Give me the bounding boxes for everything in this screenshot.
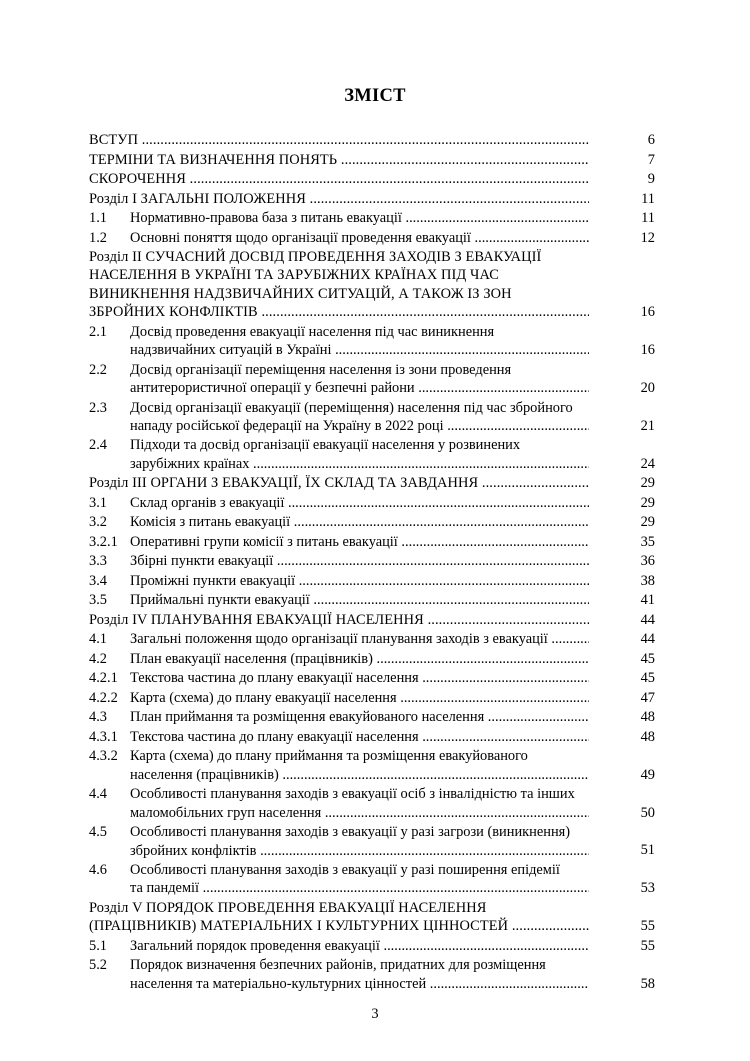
toc-entry-number: 1.2 xyxy=(89,229,107,246)
toc-entry-title-line: Нормативно-правова база з питань евакуації ..... xyxy=(130,209,589,227)
toc-entry-title-line: Збірні пункти евакуації ..... xyxy=(130,552,589,570)
toc-entry-page: 55 xyxy=(640,937,655,954)
toc-entry-title xyxy=(130,513,589,531)
toc-entry[interactable] xyxy=(89,436,655,473)
toc-entry-page: 11 xyxy=(641,190,655,207)
toc-entry-title-line: Основні поняття щодо організації проведення евакуації ..... xyxy=(130,229,589,247)
toc-entry-page: 9 xyxy=(647,171,655,187)
toc-entry[interactable] xyxy=(89,190,655,208)
toc-entry-title-line: Особливості планування заходів з евакуації осіб з інвалідністю та інших xyxy=(130,786,575,803)
toc-entry-number: 4.2.2 xyxy=(89,689,118,706)
toc-entry-page: 20 xyxy=(640,379,655,396)
toc-entry-page: 50 xyxy=(640,804,655,821)
toc-entry-title-line: Комісія з питань евакуації ..... xyxy=(130,513,589,531)
toc-entry[interactable] xyxy=(89,708,655,726)
toc-entry-number: 4.2.1 xyxy=(89,670,118,687)
toc-entry-number: 3.3 xyxy=(89,553,107,570)
toc-entry-page: 36 xyxy=(640,553,655,570)
toc-entry[interactable] xyxy=(89,572,655,590)
toc-entry-title xyxy=(130,229,589,247)
toc-entry-title-line: збройних конфліктів ..... xyxy=(130,842,589,860)
toc-entry-number: 3.1 xyxy=(89,494,107,511)
toc-entry-page: 29 xyxy=(640,494,655,511)
toc-entry-number: 4.6 xyxy=(89,862,107,878)
toc-entry-title-line: Склад органів з евакуації ..... xyxy=(130,494,589,512)
toc-entry-number: 3.5 xyxy=(89,592,107,609)
toc-entry-title-line: ТЕРМІНИ ТА ВИЗНАЧЕННЯ ПОНЯТЬ ..... xyxy=(89,151,589,169)
toc-entry[interactable] xyxy=(89,650,655,668)
toc-entry[interactable] xyxy=(89,785,655,822)
toc-entry[interactable] xyxy=(89,728,655,746)
toc-entry-title xyxy=(130,494,589,512)
toc-entry-title-line: ЗБРОЙНИХ КОНФЛІКТІВ ..... xyxy=(89,303,589,321)
toc-entry-title xyxy=(130,399,589,436)
toc-entry-title-line: Досвід організації евакуації (переміщення) населення під час збройного xyxy=(130,399,573,416)
toc-entry-page: 21 xyxy=(640,417,655,434)
toc-entry-title-line: населення (працівників) ..... xyxy=(130,766,589,784)
toc-entry-number: 2.4 xyxy=(89,437,107,454)
toc-entry[interactable] xyxy=(89,170,655,188)
toc-entry[interactable] xyxy=(89,533,655,551)
toc-entry[interactable] xyxy=(89,513,655,531)
toc-entry-number: 4.2 xyxy=(89,650,107,667)
toc-entry-title-line: Карта (схема) до плану евакуації населення ..... xyxy=(130,689,589,707)
toc-entry-title-line: Проміжні пункти евакуації ..... xyxy=(130,572,589,590)
toc-entry-title xyxy=(130,708,589,726)
toc-entry-title-line: Приймальні пункти евакуації ..... xyxy=(130,591,589,609)
toc-entry-title-line: План евакуації населення (працівників) ..... xyxy=(130,650,589,668)
toc-entry[interactable] xyxy=(89,591,655,609)
toc-entry-page: 29 xyxy=(640,475,655,492)
page-title: ЗМІСТ xyxy=(344,86,406,106)
toc-entry-number: 2.1 xyxy=(89,323,107,340)
toc-entry[interactable] xyxy=(89,361,655,398)
toc-entry-page: 48 xyxy=(640,728,655,745)
toc-entry[interactable] xyxy=(89,399,655,436)
toc-entry-title xyxy=(130,823,589,860)
toc-entry-title-line: Порядок визначення безпечних районів, придатних для розміщення xyxy=(130,957,546,974)
toc-entry-title-line: населення та матеріально-культурних цінностей ..... xyxy=(130,975,589,993)
toc-entry-title xyxy=(130,669,589,687)
toc-entry-title xyxy=(130,747,589,784)
toc-entry-title-line: ВИНИКНЕННЯ НАДЗВИЧАЙНИХ СИТУАЦІЙ, А ТАКОЖ ІЗ ЗОН xyxy=(89,285,512,302)
toc-entry-title xyxy=(89,899,589,936)
toc-entry-page: 44 xyxy=(640,631,655,648)
toc-entry-title-line: Розділ І ЗАГАЛЬНІ ПОЛОЖЕННЯ ..... xyxy=(89,190,589,208)
toc-entry-title-line: Карта (схема) до плану приймання та розміщення евакуйованого xyxy=(130,748,528,765)
toc-entry-title xyxy=(130,937,589,955)
toc-entry-title xyxy=(130,861,589,898)
toc-entry-page: 6 xyxy=(647,132,655,148)
toc-entry-title xyxy=(89,611,589,629)
toc-entry-title-line: Досвід організації переміщення населення із зони проведення xyxy=(130,361,512,378)
toc-entry-number: 3.2.1 xyxy=(89,533,118,550)
toc-entry-page: 12 xyxy=(640,229,655,246)
toc-entry[interactable] xyxy=(89,209,655,227)
toc-entry[interactable] xyxy=(89,151,655,169)
toc-entry-number: 2.2 xyxy=(89,361,107,378)
toc-entry-number: 4.5 xyxy=(89,824,107,841)
toc-entry-title xyxy=(130,956,589,993)
toc-entry-page: 49 xyxy=(640,766,655,783)
toc-entry-title xyxy=(130,323,589,360)
toc-entry[interactable] xyxy=(89,630,655,648)
toc-entry-title xyxy=(89,248,589,322)
toc-entry-page: 35 xyxy=(640,533,655,550)
toc-entry[interactable] xyxy=(89,229,655,247)
toc-entry-title-line: маломобільних груп населення ..... xyxy=(130,804,589,822)
toc-entry[interactable] xyxy=(89,937,655,955)
toc-entry-title xyxy=(89,474,589,492)
toc-entry-number: 4.1 xyxy=(89,631,107,648)
toc-entry[interactable] xyxy=(89,494,655,512)
toc-entry[interactable] xyxy=(89,956,655,993)
toc-entry-page: 16 xyxy=(640,304,655,321)
toc-entry-title-line: Текстова частина до плану евакуації населення ..... xyxy=(130,669,589,687)
toc-entry-title xyxy=(130,572,589,590)
toc-entry-page: 45 xyxy=(640,650,655,667)
toc-entry-title-line: Оперативні групи комісії з питань евакуації ..... xyxy=(130,533,589,551)
toc-entry-title xyxy=(130,533,589,551)
toc-entry-page: 55 xyxy=(640,918,655,935)
toc-entry-title xyxy=(130,630,589,648)
toc-entry-title-line: Особливості планування заходів з евакуації у разі загрози (виникнення) xyxy=(130,824,571,841)
toc-entry-title xyxy=(130,552,589,570)
toc-entry-number: 4.4 xyxy=(89,786,107,803)
toc-entry-page: 53 xyxy=(640,880,655,897)
toc-entry[interactable] xyxy=(89,474,655,492)
toc-entry-title xyxy=(130,785,589,822)
toc-entry-title xyxy=(89,170,589,188)
toc-entry-number: 4.3 xyxy=(89,709,107,726)
toc-entry-title-line: Розділ V ПОРЯДОК ПРОВЕДЕННЯ ЕВАКУАЦІЇ НАСЕЛЕННЯ xyxy=(89,899,487,916)
toc-entry[interactable] xyxy=(89,689,655,707)
toc-entry-number: 5.1 xyxy=(89,937,107,954)
toc-entry-number: 1.1 xyxy=(89,210,107,226)
toc-entry-page: 41 xyxy=(640,592,655,609)
toc-entry-title xyxy=(130,209,589,227)
toc-entry-title xyxy=(89,190,589,208)
toc-entry-page: 16 xyxy=(640,342,655,359)
toc-entry[interactable] xyxy=(89,131,655,149)
toc-entry[interactable] xyxy=(89,747,655,784)
toc-entry[interactable] xyxy=(89,248,655,322)
toc-entry-title xyxy=(130,361,589,398)
toc-entry-number: 2.3 xyxy=(89,399,107,416)
toc-entry-title-line: Розділ ІІІ ОРГАНИ З ЕВАКУАЦІЇ, ЇХ СКЛАД ТА ЗАВДАННЯ ..... xyxy=(89,474,589,492)
toc-entry-page: 47 xyxy=(640,689,655,706)
toc-entry[interactable] xyxy=(89,552,655,570)
toc-entry[interactable] xyxy=(89,823,655,860)
toc-entry-number: 3.4 xyxy=(89,572,107,589)
toc-entry-title-line: СКОРОЧЕННЯ ..... xyxy=(89,170,589,188)
toc-entry-title-line: Розділ ІІ СУЧАСНИЙ ДОСВІД ПРОВЕДЕННЯ ЗАХОДІВ З ЕВАКУАЦІЇ xyxy=(89,249,542,265)
toc-entry-number: 5.2 xyxy=(89,957,107,974)
toc-entry-title-line: НАСЕЛЕННЯ В УКРАЇНІ ТА ЗАРУБІЖНИХ КРАЇНАХ ПІД ЧАС xyxy=(89,267,499,284)
toc-entry-page: 11 xyxy=(641,210,655,226)
toc-entry-title-line: ВСТУП ..... xyxy=(89,131,589,149)
toc-entry-title-line: антитерористичної операції у безпечні райони ..... xyxy=(130,379,589,397)
toc-entry-title xyxy=(89,151,589,169)
toc-entry-number: 4.3.1 xyxy=(89,728,118,745)
toc-entry[interactable] xyxy=(89,611,655,629)
toc-entry-title-line: Особливості планування заходів з евакуації у разі поширення епідемії xyxy=(130,862,560,878)
toc-entry-title-line: Загальний порядок проведення евакуації ..... xyxy=(130,937,589,955)
toc-entry-page: 24 xyxy=(640,455,655,472)
toc-entry-title-line: Загальні положення щодо організації планування заходів з евакуації ..... xyxy=(130,630,589,648)
toc-entry[interactable] xyxy=(89,323,655,360)
toc-entry-title-line: зарубіжних країнах ..... xyxy=(130,455,589,473)
toc-entry-page: 51 xyxy=(640,842,655,859)
toc-entry-title-line: (ПРАЦІВНИКІВ) МАТЕРІАЛЬНИХ І КУЛЬТУРНИХ ЦІННОСТЕЙ ..... xyxy=(89,917,589,935)
toc-entry-page: 58 xyxy=(640,975,655,992)
toc-entry-title xyxy=(130,728,589,746)
toc-entry-number: 4.3.2 xyxy=(89,748,118,765)
toc-entry-title-line: Текстова частина до плану евакуації населення ..... xyxy=(130,728,589,746)
toc-entry-title xyxy=(89,131,589,149)
toc-entry-title-line: План приймання та розміщення евакуйованого населення ..... xyxy=(130,708,589,726)
toc-entry-page: 29 xyxy=(640,514,655,531)
toc-entry-title xyxy=(130,436,589,473)
toc-entry-number: 3.2 xyxy=(89,514,107,531)
toc-entry-page: 7 xyxy=(647,151,655,168)
toc-entry-page: 38 xyxy=(640,572,655,589)
toc-entry-page: 45 xyxy=(640,670,655,687)
toc-entry-page: 44 xyxy=(640,611,655,628)
toc-entry[interactable] xyxy=(89,669,655,687)
toc-entry[interactable] xyxy=(89,861,655,898)
toc-entry-title-line: нападу російської федерації на Україну в 2022 році ..... xyxy=(130,417,589,435)
toc-entry-title-line: Розділ IV ПЛАНУВАННЯ ЕВАКУАЦІЇ НАСЕЛЕННЯ ..... xyxy=(89,611,589,629)
toc-entry-title-line: Досвід проведення евакуації населення під час виникнення xyxy=(130,323,495,340)
toc-entry-title-line: надзвичайних ситуацій в Україні ..... xyxy=(130,341,589,359)
toc-entry-title-line: Підходи та досвід організації евакуації населення у розвинених xyxy=(130,437,521,454)
toc-entry-title xyxy=(130,689,589,707)
toc-entry-title xyxy=(130,591,589,609)
toc-entry-title-line: та пандемії ..... xyxy=(130,879,589,897)
toc-entry[interactable] xyxy=(89,899,655,936)
page-number: 3 xyxy=(371,1006,379,1022)
toc-entry-page: 48 xyxy=(640,709,655,726)
toc-entry-title xyxy=(130,650,589,668)
